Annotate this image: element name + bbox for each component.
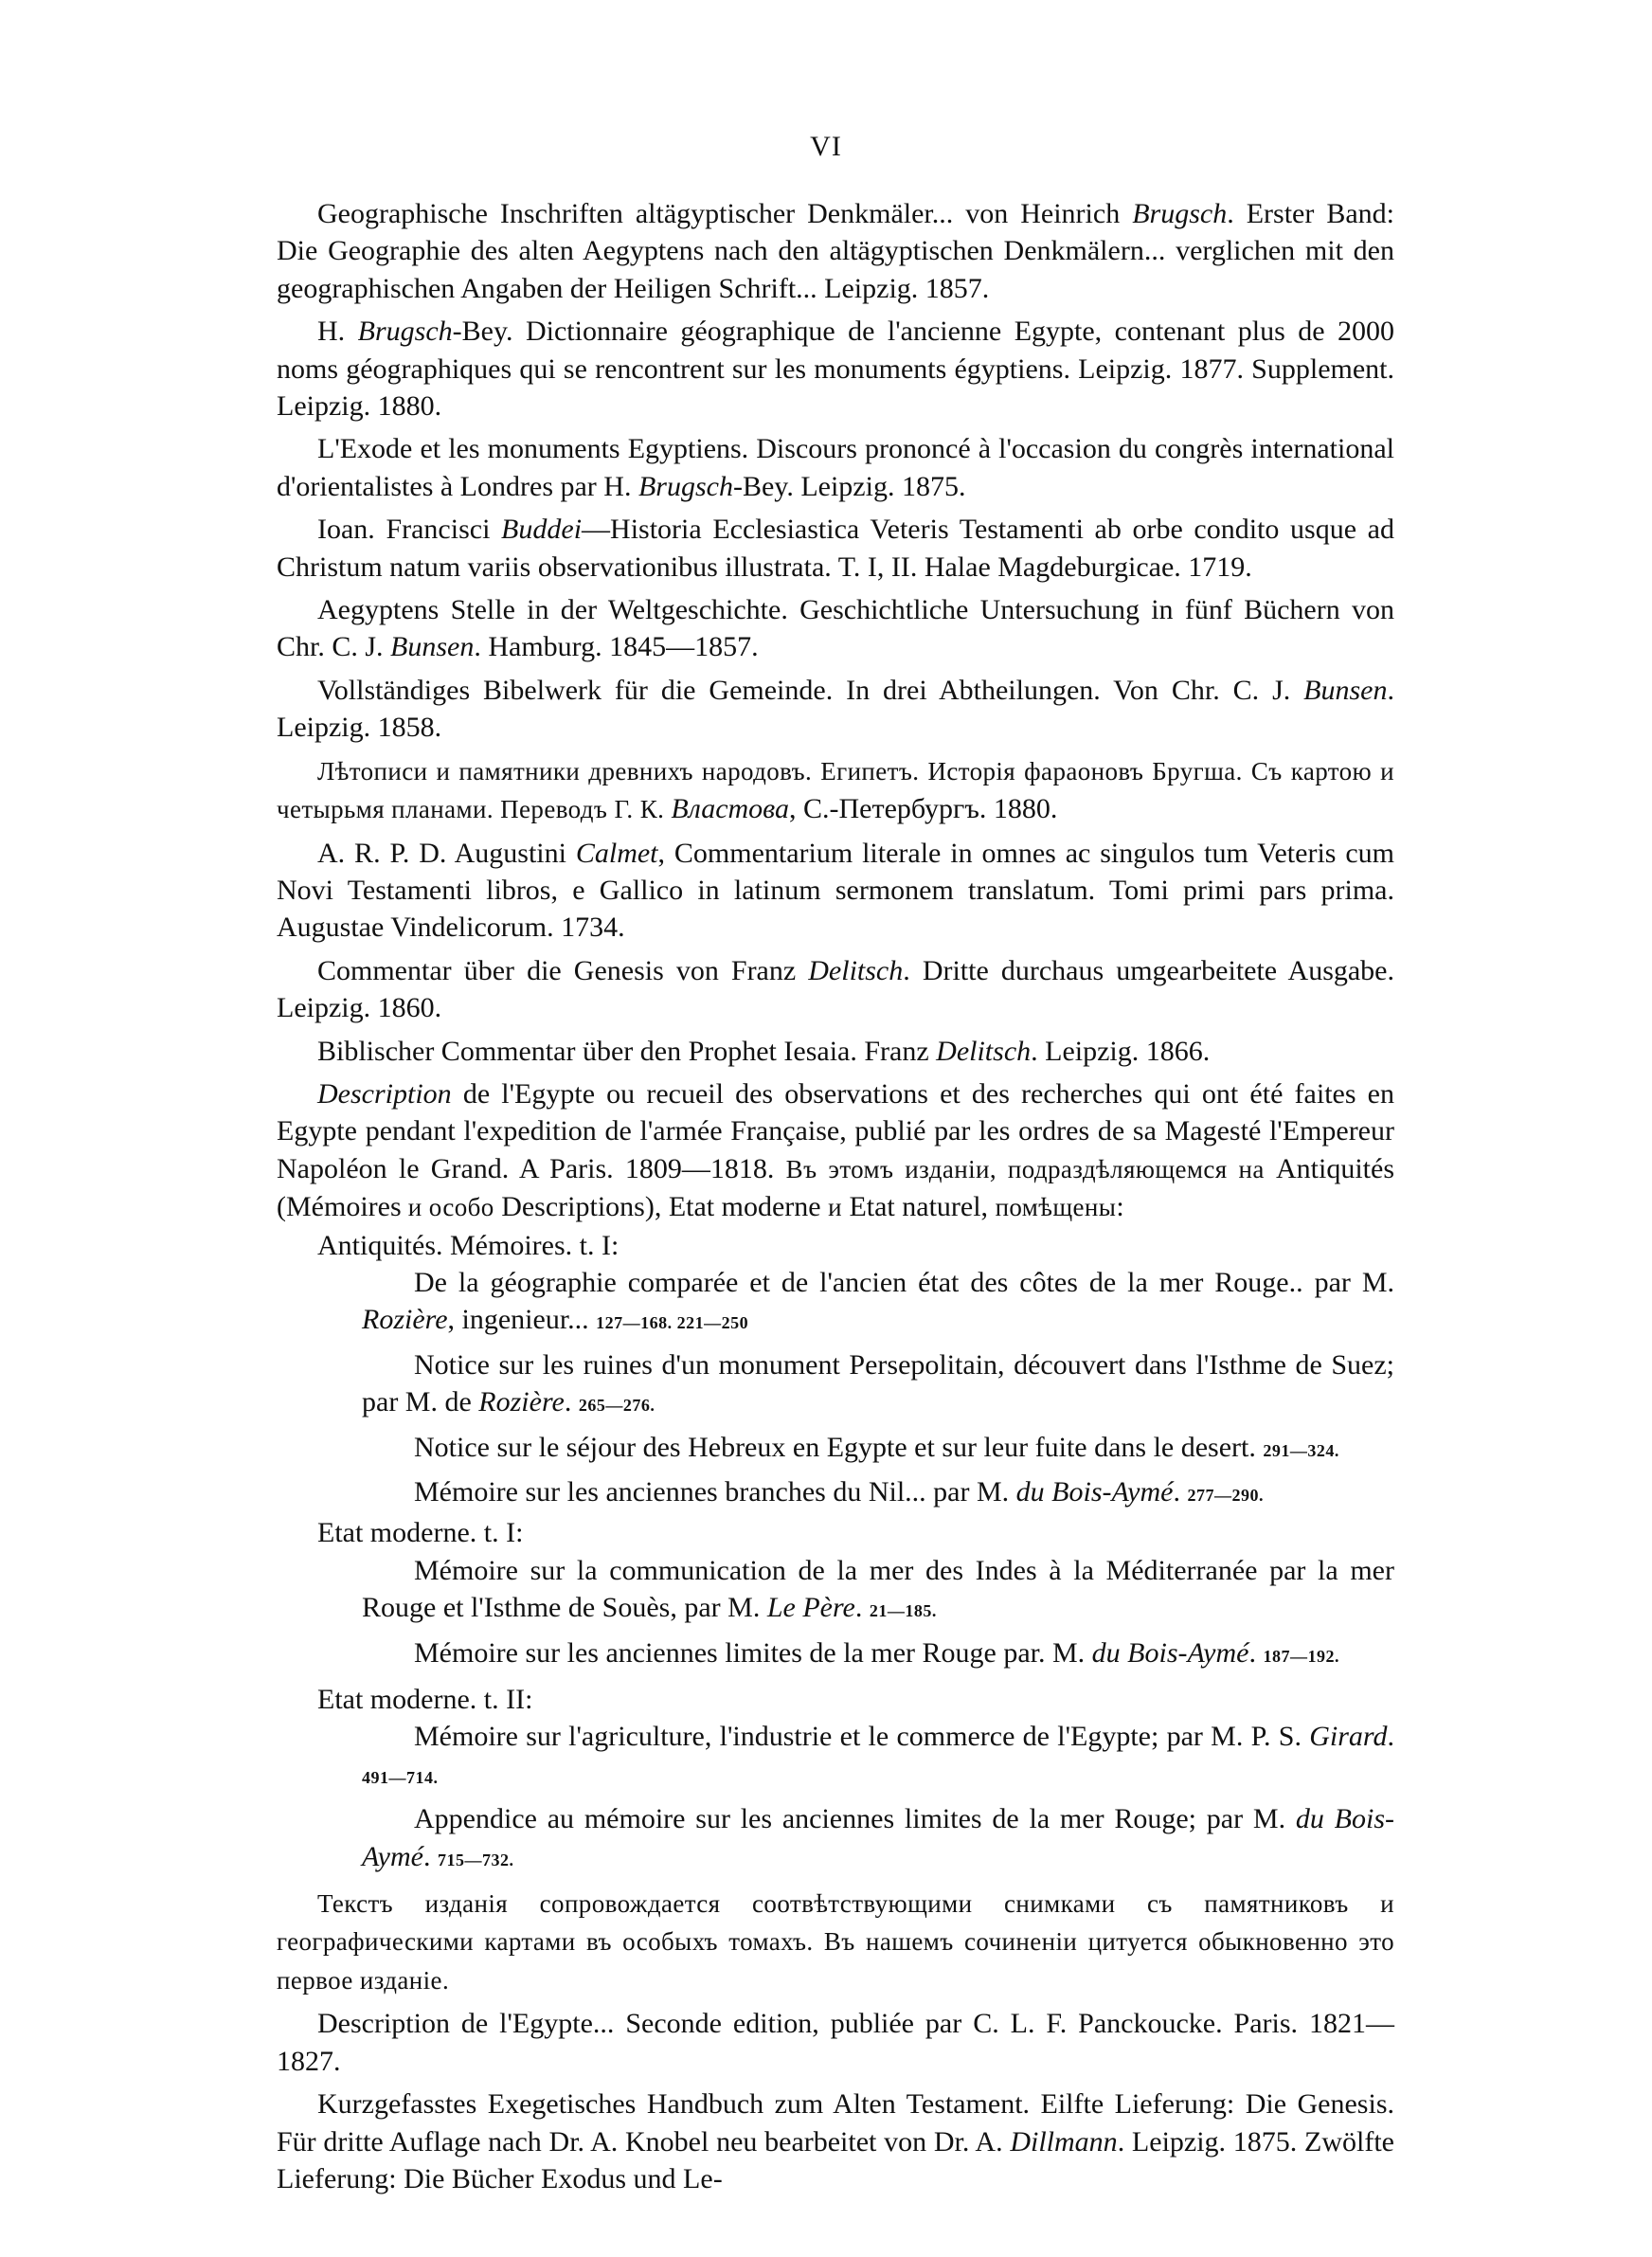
italic-text: Rozière bbox=[478, 1386, 565, 1418]
entry-text: . bbox=[422, 1840, 438, 1872]
entry-text: Mémoire sur la communication de la mer des Indes à la Méditerranée par la mer Rouge et l'Isthme de Souès, par M. bbox=[362, 1554, 1394, 1624]
entry-text: Antiquités. Mémoires. t. bbox=[317, 1229, 602, 1261]
entry-text: —Historia Ecclesiastica Veteris Testamenti ab orbe condito usque ad Christum natum variis observationibus illustrata. T. bbox=[277, 514, 1394, 583]
cyrillic-text: помѣщены bbox=[995, 1193, 1117, 1222]
volume-item bbox=[362, 1718, 1394, 1797]
roman-numeral: II bbox=[506, 1684, 526, 1716]
entry-text: Aegyptens Stelle in der Weltgeschichte. Geschichtliche Untersuchung in fünf Büchern von Chr. C. J. bbox=[277, 594, 1394, 663]
page-range: 491—714. bbox=[362, 1767, 439, 1787]
bibliography-entry bbox=[277, 752, 1394, 829]
italic-text: Girard bbox=[1309, 1721, 1388, 1753]
entry-text: , Commentarium literale in omnes ac singulos tum Veteris cum Novi Testamenti libros, e Gallico in latinum sermonem translatum. Tomi primi pars prima. Augustae Vindelicorum. 1734. bbox=[277, 837, 1394, 944]
bibliography-entry bbox=[277, 313, 1394, 424]
entry-text: Ioan. Francisci bbox=[317, 514, 502, 546]
italic-text: Dillmann bbox=[1010, 2125, 1118, 2158]
bibliography-note bbox=[277, 1885, 1394, 1999]
cyrillic-text: Текстъ изданія сопровождается соотвѣтствующими снимками съ памятниковъ и географическими картами въ особыхъ томахъ. Въ нашемъ сочиненіи цитуется обыкновенно это первое изданіе. bbox=[277, 1889, 1394, 1995]
entry-text: Appendice au mémoire sur les anciennes limites de la mer Rouge; par M. bbox=[414, 1803, 1296, 1835]
entry-text: . bbox=[1173, 1476, 1188, 1508]
volume-item bbox=[362, 1800, 1394, 1879]
entry-text: . bbox=[1387, 1721, 1394, 1753]
entry-text: Etat moderne. t. bbox=[317, 1684, 507, 1716]
bibliography-entry bbox=[277, 952, 1394, 1027]
volume-item bbox=[362, 1473, 1394, 1514]
page-range: 127—168. 221—250 bbox=[596, 1313, 749, 1333]
entry-text: A. R. P. D. Augustini bbox=[317, 837, 576, 869]
entry-text: . bbox=[854, 1592, 870, 1624]
entry-text: . Leipzig. 1875. Zwölfte Lieferung: Die Bücher Exodus und Le- bbox=[277, 2125, 1394, 2194]
entry-text: . Dritte durchaus umgearbeitete Ausgabe. Leipzig. 1860. bbox=[277, 954, 1394, 1024]
volume-item bbox=[362, 1346, 1394, 1425]
italic-text: Brugsch bbox=[637, 470, 733, 502]
entry-text: Mémoire sur l'agriculture, l'industrie et le commerce de l'Egypte; par M. P. S. bbox=[414, 1721, 1310, 1753]
bibliography-text bbox=[277, 195, 1394, 2197]
italic-text: Description bbox=[317, 1077, 452, 1110]
entry-text: Kurzgefasstes Exegetisches Handbuch zum Alten Testament. Eilfte Lieferung: Die Genesis. Für dritte Auflage nach Dr. A. Knobel neu bearbeitet von Dr. A. bbox=[277, 2088, 1394, 2158]
entry-text: -Bey. Leipzig. 1875. bbox=[732, 470, 966, 502]
entry-text: Etat naturel, bbox=[841, 1191, 996, 1223]
entry-text: Antiquités ( bbox=[277, 1152, 1395, 1223]
entry-text: . bbox=[1248, 1636, 1264, 1669]
italic-text: Buddei bbox=[501, 514, 583, 546]
cyrillic-text: Лѣтописи и памятники древнихъ народовъ. Египетъ. Исторія фараоновъ Бругша. Съ картою и четырьмя планами. Переводъ Г. К. bbox=[277, 756, 1394, 824]
entry-text: Geographische Inschriften altägyptischer Denkmäler... von Heinrich bbox=[317, 198, 1133, 229]
entry-text: Mémoires bbox=[286, 1191, 402, 1223]
italic-text: du Bois-Aymé bbox=[1091, 1636, 1249, 1669]
entry-text: Biblischer Commentar über den Prophet Iesaia. Franz bbox=[317, 1035, 937, 1067]
italic-text: du Bois-Aymé bbox=[362, 1803, 1395, 1872]
page-number: VI bbox=[810, 131, 842, 162]
page-range: 291—324. bbox=[1263, 1440, 1339, 1460]
italic-text: Delitsch bbox=[808, 954, 904, 986]
italic-text: Calmet bbox=[575, 837, 658, 869]
entry-text: Descriptions), Etat moderne bbox=[494, 1191, 829, 1223]
volume-item bbox=[362, 1264, 1394, 1343]
entry-text: . Leipzig. 1858. bbox=[277, 674, 1394, 744]
entry-text: Commentar über die Genesis von Franz bbox=[317, 954, 809, 986]
entry-text: Description de l'Egypte... Seconde edition, publiée par C. L. F. Panckoucke. Paris. 1821—1827. bbox=[277, 2008, 1394, 2077]
bibliography-entry bbox=[277, 1033, 1394, 1070]
bibliography-entry bbox=[277, 195, 1394, 307]
entry-text: : bbox=[525, 1684, 533, 1716]
entry-text: Vollständiges Bibelwerk für die Gemeinde. In drei Abtheilungen. Von Chr. C. J. bbox=[317, 674, 1304, 706]
entry-text: de l'Egypte ou recueil des observations et des recherches qui ont été faites en Egypte pendant l'expedition de l'armée Française, publié par les ordres de sa Magesté l'Empereur Napoléon le Grand. A Paris. 1809—1818. bbox=[277, 1077, 1394, 1184]
entry-text: , ingenieur... bbox=[447, 1304, 597, 1336]
italic-text: Delitsch bbox=[936, 1035, 1032, 1067]
entry-text: Mémoire sur les anciennes branches du Nil... par M. bbox=[414, 1476, 1016, 1508]
page-range: 277—290. bbox=[1187, 1486, 1264, 1505]
roman-numeral: I bbox=[601, 1229, 611, 1261]
italic-text: Le Père bbox=[766, 1592, 855, 1624]
italic-text: Rozière bbox=[362, 1304, 448, 1336]
entry-text: , С.-Петербургъ. 1880. bbox=[789, 793, 1058, 825]
bibliography-entry bbox=[277, 1075, 1394, 1227]
bibliography-entry bbox=[277, 835, 1394, 947]
bibliography-entry bbox=[277, 672, 1394, 747]
entry-text: Etat moderne. t. bbox=[317, 1517, 507, 1549]
page-range: 187—192. bbox=[1263, 1646, 1339, 1666]
italic-text: Brugsch bbox=[1132, 198, 1228, 229]
page-range: 265—276. bbox=[578, 1396, 655, 1416]
volume-heading bbox=[317, 1514, 1394, 1551]
bibliography-entry bbox=[277, 2085, 1394, 2197]
cyrillic-text: и особо bbox=[401, 1193, 494, 1222]
volume-item bbox=[362, 1634, 1394, 1675]
entry-text: Notice sur les ruines d'un monument Persepolitain, découvert dans l'Isthme de Suez; par M. de bbox=[362, 1348, 1394, 1418]
roman-numeral: I bbox=[506, 1517, 516, 1549]
italic-text: Bunsen bbox=[1303, 674, 1388, 706]
entry-text: H. bbox=[317, 316, 358, 348]
volume-heading bbox=[317, 1227, 1394, 1264]
entry-text: -Bey. Dictionnaire géographique de l'ancienne Egypte, contenant plus de 2000 noms géographiques qui se rencontrent sur les monuments égyptiens. Leipzig. 1877. Supplement. Leipzig. 1880. bbox=[277, 316, 1394, 423]
bibliography-entry bbox=[277, 430, 1394, 505]
entry-text: . bbox=[564, 1386, 579, 1418]
bibliography-entry bbox=[277, 591, 1394, 666]
entry-text: : bbox=[610, 1229, 620, 1261]
entry-text: Mémoire sur les anciennes limites de la mer Rouge par. M. bbox=[414, 1636, 1092, 1669]
entry-text: L'Exode et les monuments Egyptiens. Discours prononcé à l'occasion du congrès international d'orientalistes à Londres par H. bbox=[277, 433, 1394, 502]
page-range: 715—732. bbox=[437, 1850, 514, 1869]
entry-text: De la géographie comparée et de l'ancien état des côtes de la mer Rouge.. par M. bbox=[414, 1266, 1394, 1298]
entry-text: Notice sur le séjour des Hebreux en Egypte et sur leur fuite dans le desert. bbox=[414, 1431, 1264, 1463]
volume-item bbox=[362, 1552, 1394, 1631]
italic-text: du Bois-Aymé bbox=[1015, 1476, 1174, 1508]
entry-text: . Hamburg. 1845—1857. bbox=[474, 631, 759, 663]
entry-text: : bbox=[1116, 1191, 1124, 1223]
entry-text: . Leipzig. 1866. bbox=[1031, 1035, 1211, 1067]
volume-heading bbox=[317, 1681, 1394, 1718]
entry-text: : bbox=[515, 1517, 524, 1549]
italic-text: Властова bbox=[671, 793, 789, 825]
entry-text: . Erster Band: Die Geographie des alten Aegyptens nach den altägyptischen Denkmälern... verglichen mit den geographischen Angaben der Heiligen Schrift... Leipzig. 1857. bbox=[277, 198, 1394, 304]
volume-item bbox=[362, 1429, 1394, 1470]
roman-numeral: I, II bbox=[867, 551, 910, 583]
bibliography-entry bbox=[277, 511, 1394, 586]
page-range: 21—185. bbox=[869, 1601, 937, 1621]
cyrillic-text: Въ этомъ изданіи, подраздѣляющемся на bbox=[785, 1154, 1265, 1183]
italic-text: Brugsch bbox=[357, 316, 453, 348]
cyrillic-text: и bbox=[828, 1193, 842, 1222]
entry-text: . Halae Magdeburgicae. 1719. bbox=[909, 551, 1252, 583]
bibliography-entry bbox=[277, 2005, 1394, 2080]
italic-text: Bunsen bbox=[390, 631, 475, 663]
